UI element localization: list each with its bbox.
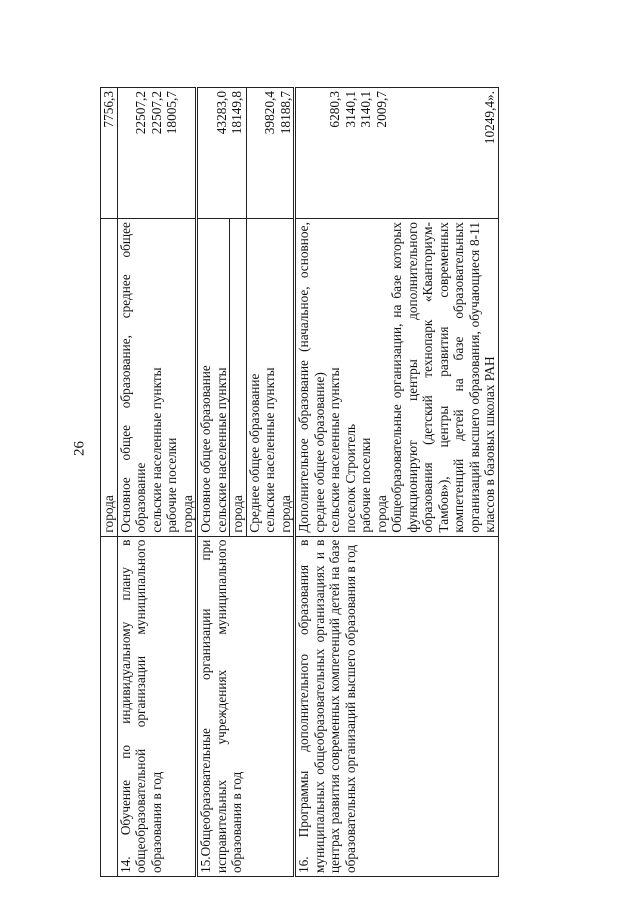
- value-text: [247, 91, 263, 215]
- value-text: [420, 91, 436, 215]
- indicator-text: сельские населенные пункты: [213, 367, 229, 533]
- value-text: 6280,3: [327, 91, 342, 128]
- indicator-text: Основное общее образование: [198, 365, 213, 533]
- indicator-text: сельские населенные пункты: [148, 367, 164, 533]
- indicator-text: Дополнительное образование (начальное, основное, среднее общее образование): [296, 222, 327, 533]
- value-text: 2009,7: [373, 91, 389, 128]
- value-text: [118, 91, 134, 215]
- indicator-text: города: [277, 495, 293, 533]
- value-text: 18005,7: [164, 91, 179, 135]
- indicator-text: города: [373, 495, 389, 533]
- indicator-text: Общеобразовательные организации, на базе которых функционируют центры дополнительного образования (детский технопарк «Кванториум-Тамбов»), центры развития современных компетенций детей на базе образовательных организаций высшего образования, обучающиеся 8-11 классов в базовых школах РАН: [389, 222, 497, 533]
- value-cell: [101, 88, 118, 219]
- indicator-text: города: [230, 495, 245, 533]
- value-text: 3140,1: [342, 91, 358, 128]
- program-text: 16. Программы дополнительного образования в муниципальных общеобразовательных организациях и в центрах развития современных компетенций детей на базе образовательных организаций высшего образования в год: [296, 539, 358, 873]
- value-cell: [246, 88, 295, 219]
- tariff-table: [100, 87, 499, 877]
- value-text: [405, 91, 421, 215]
- value-text: [467, 91, 483, 215]
- value-text: 3140,1: [358, 91, 373, 128]
- indicator-text: Основное общее образование, среднее общее образование: [117, 222, 148, 533]
- table-row: [117, 88, 197, 877]
- program-cell: [197, 536, 295, 876]
- program-cell: [117, 536, 197, 876]
- indicator-text: рабочие поселки: [164, 437, 179, 533]
- indicator-cell: [246, 219, 295, 537]
- value-text: [198, 91, 214, 215]
- indicator-cell: [197, 219, 230, 537]
- indicator-text: города: [179, 495, 195, 533]
- value-text: 18149,8: [229, 91, 244, 135]
- table-row: [197, 88, 230, 877]
- value-text: [296, 91, 312, 215]
- value-text: [451, 91, 467, 215]
- table-row: [295, 88, 499, 877]
- value-cell: [295, 88, 499, 219]
- program-cell-empty: [101, 536, 118, 876]
- indicator-text: рабочие поселки: [358, 437, 373, 533]
- table-row: [101, 88, 118, 877]
- indicator-text: сельские населенные пункты: [262, 367, 277, 533]
- value-text: [389, 91, 405, 215]
- indicator-text: поселок Строитель: [342, 423, 358, 533]
- value-text: 10249,4».: [482, 91, 497, 145]
- rotated-table-sheet: [100, 87, 530, 877]
- indicator-cell: [230, 219, 247, 537]
- value-text: [436, 91, 452, 215]
- indicator-text: Среднее общее образование: [246, 373, 262, 533]
- indicator-cell: [101, 219, 118, 537]
- value-text: 43283,0: [213, 91, 229, 135]
- value-text: 39820,4: [262, 91, 277, 135]
- indicator-text: города: [101, 495, 116, 533]
- value-cell: [197, 88, 247, 219]
- program-text: 15.Общеобразовательные организации при исправительных учреждениях муниципального образования в год: [198, 539, 244, 873]
- indicator-cell: [117, 219, 197, 537]
- indicator-text: сельские населенные пункты: [327, 367, 342, 533]
- page-number: 26: [71, 441, 88, 456]
- indicator-cell: [295, 219, 499, 537]
- value-cell: [117, 88, 197, 219]
- value-text: [312, 91, 328, 215]
- program-text: 14. Обучение по индивидуальному плану в общеобразовательной организации муниципального образования в год: [117, 539, 164, 873]
- value-text: 18188,7: [277, 91, 293, 135]
- value-text: 7756,3: [101, 91, 116, 128]
- value-text: 22507,2: [133, 91, 148, 135]
- value-text: 22507,2: [148, 91, 164, 135]
- program-cell: [295, 536, 499, 876]
